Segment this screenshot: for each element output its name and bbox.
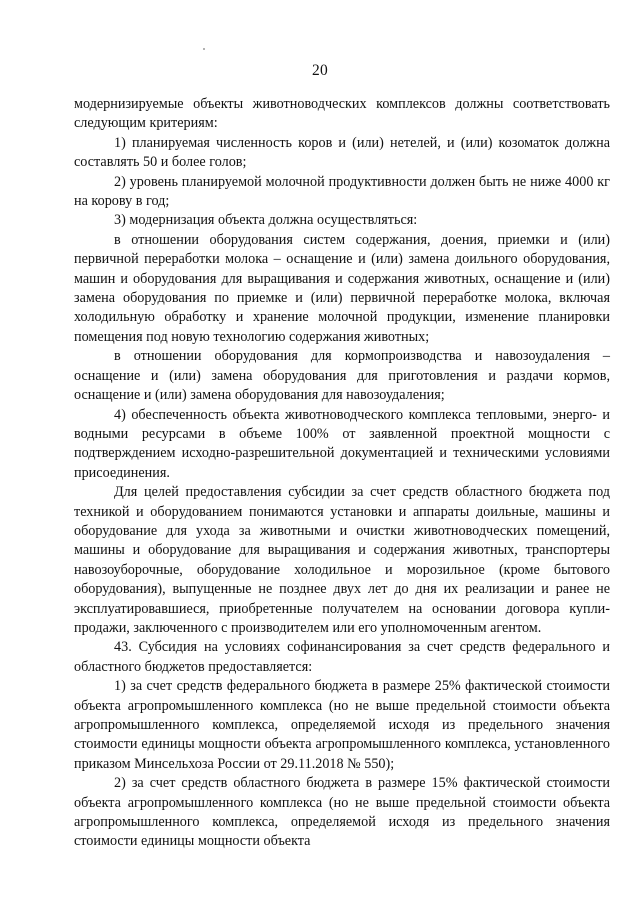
paragraph-section-43: 43. Субсидия на условиях софинансирования за счет средств федерального и областного бюджетов предоставляется: [74, 639, 610, 675]
paragraph-feed-manure-equipment: в отношении оборудования для кормопроизводства и навозоудаления – оснащение и (или) замена оборудования для приготовления и раздачи кормов, оснащение и (или) замена оборудования для навозоудаления; [74, 348, 610, 404]
paragraph-criterion-2: 2) уровень планируемой молочной продуктивности должен быть не ниже 4000 кг на корову в год; [74, 173, 610, 210]
scan-speck [203, 48, 205, 50]
paragraph-equipment-definition: Для целей предоставления субсидии за счет средств областного бюджета под техникой и оборудованием понимаются установки и аппараты доильные, машины и оборудование для ухода за животными и очистки животноводческих помещений, машины и оборудование для выращивания и содержания животных, транспортеры навозоуборочные, оборудование холодильное и морозильное (кроме бытового оборудования), выпущенные не позднее двух лет до дня их реализации и ранее не эксплуатировавшиеся, приобретенные получателем на основании договора купли-продажи, заключенного с производителем или его уполномоченным агентом. [74, 484, 610, 636]
paragraph-criterion-1: 1) планируемая численность коров и (или) нетелей, и (или) козоматок должна составлять 50 и более голов; [74, 134, 610, 171]
paragraph-federal-budget: 1) за счет средств федерального бюджета в размере 25% фактической стоимости объекта агропромышленного комплекса (но не выше предельной стоимости объекта агропромышленного комплекса, определяемой исходя из предельного значения стоимости единицы мощности объекта агропромышленного комплекса, установленного приказом Минсельхоза России от 29.11.2018 № 550); [74, 678, 610, 772]
paragraph-regional-budget: 2) за счет средств областного бюджета в размере 15% фактической стоимости объекта агропромышленного комплекса (но не выше предельной стоимости объекта агропромышленного комплекса, определяемой исходя из предельного значения стоимости единицы мощности объекта [74, 775, 610, 850]
document-body [74, 95, 610, 852]
paragraph-milking-equipment: в отношении оборудования систем содержания, доения, приемки и (или) первичной переработки молока – оснащение и (или) замена доильного оборудования, машин и оборудования для выращивания и содержания животных, оснащение и (или) замена оборудования по приемке и (или) первичной переработке молока, включая холодильную обработку и хранение молочной продукции, изменение планировки помещения под новую технологию содержания животных; [74, 231, 610, 345]
paragraph-intro: модернизируемые объекты животноводческих комплексов должны соответствовать следующим критериям: [74, 96, 610, 132]
paragraph-criterion-3: 3) модернизация объекта должна осуществляться: [114, 212, 418, 229]
paragraph-criterion-4: 4) обеспеченность объекта животноводческого комплекса тепловыми, энерго- и водными ресурсами в объеме 100% от заявленной проектной мощности с подтверждением исходно-разрешительной документацией и техническими условиями присоединения. [74, 406, 610, 481]
page-number: 20 [312, 62, 328, 79]
